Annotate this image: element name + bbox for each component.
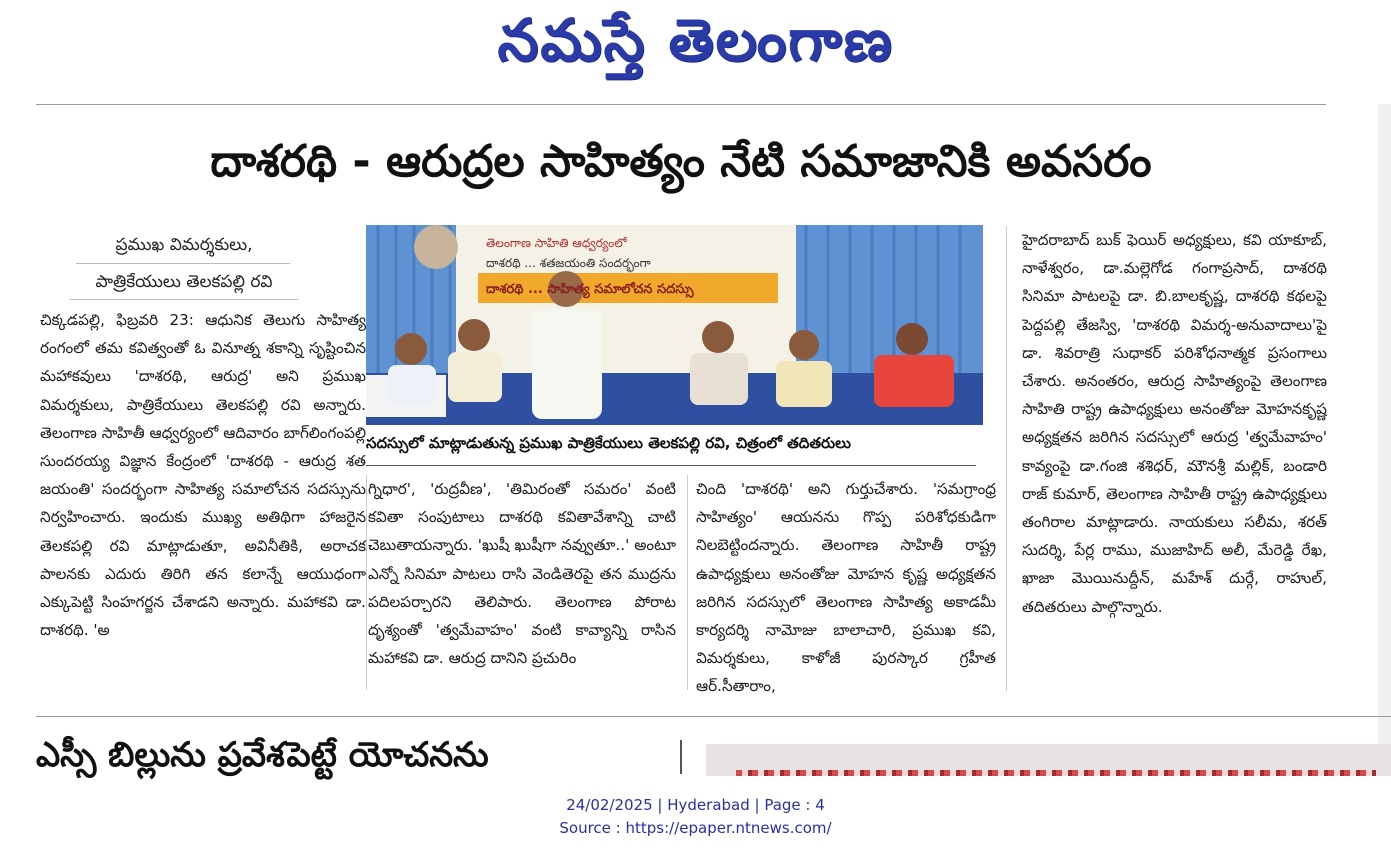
next-article-separator [680, 740, 682, 774]
footer-source[interactable]: Source : https://epaper.ntnews.com/ [559, 819, 832, 837]
column-separator-1 [366, 475, 367, 690]
bottom-divider [36, 716, 1391, 717]
photo-banner-line-2: దాశరథి ... శతజయంతి సందర్భంగా [486, 256, 651, 270]
byline-underline [70, 299, 298, 300]
event-photo [366, 225, 983, 425]
article-column-3: చింది 'దాశరథి' అని గుర్తుచేశారు. 'సమగ్రాంధ్ర సాహిత్యం' ఆయనను గొప్ప పరిశోధకుడిగా నిలబెట్టిందన్నారు. తెలంగాణ సాహితీ రాష్ట్ర ఉపాధ్యక్షులు అనంతోజు మోహన కృష్ణ అధ్యక్షతన జరిగిన సదస్సులో తెలంగాణ సాహిత్య అకాడమీ కార్యదర్శి నామోజు బాలాచారి, ప్రముఖ కవి, విమర్శకులు, కాళోజీ పురస్కార గ్రహీత ఆర్.సీతారాం, [696, 480, 996, 695]
article-column-1: చిక్కడపల్లి, ఫిబ్రవరి 23: ఆధునిక తెలుగు సాహిత్య రంగంలో తమ కవిత్వంతో ఓ వినూత్న శకాన్ని సృష్టించిన మహాకవులు 'దాశరథి, ఆరుద్ర' అని ప్రముఖ విమర్శకులు, పాత్రికేయులు తెలకపల్లి రవి అన్నారు. తెలంగాణ సాహితీ ఆధ్వర్యంలో ఆదివారం బాగ్‌లింగంపల్లి సుందరయ్య విజ్ఞాన కేంద్రంలో 'దాశరథి - ఆరుద్ర శత జయంతి' సందర్భంగా సాహిత్య సమాలోచన సదస్సును నిర్వహించారు. ఇందుకు ముఖ్య అతిథిగా హాజరైన తెలకపల్లి రవి మాట్లాడుతూ, అవినీతికి, అరాచక పాలనకు ఎదురు తిరిగి తన కలాన్నే ఆయుధంగా ఎక్కుపెట్టి సింహగర్జన చేశాడని అన్నారు. మహాకవి డా. దాశరథి. 'అ [40, 311, 366, 640]
byline-divider [76, 263, 290, 264]
column-separator-2 [687, 475, 688, 690]
masthead-title: నమస్తే తెలంగాణ [497, 6, 894, 74]
caption-underline [366, 465, 976, 466]
article-column-2: గ్నిధార', 'రుద్రవీణ', 'తిమిరంతో సమరం' వంటి కవితా సంపుటాలు దాశరథి కవితావేశాన్ని చాటి చెబుతాయన్నారు. 'ఖుషీ ఖుషీగా నవ్వుతూ..' అంటూ ఎన్నో సినిమా పాటలు రాసి వెండితెరపై తన ముద్రను పదిలపర్చారని తెలిపారు. తెలంగాణ పోరాట దృశ్యంతో 'త్వమేవాహం' వంటి కావ్యాన్ని రాసిన మహాకవి డా. ఆరుద్ర దానిని ప్రచురిం [368, 480, 676, 668]
byline-line-1: ప్రముఖ విమర్శకులు, [115, 235, 253, 255]
article-headline: దాశరథి - ఆరుద్రల సాహిత్యం నేటి సమాజానికి అవసరం [210, 136, 1152, 187]
top-divider [36, 104, 1326, 105]
byline-line-2: పాత్రికేయులు తెలకపల్లి రవి [95, 272, 273, 292]
event-photo-illustration [366, 225, 983, 425]
photo-caption: సదస్సులో మాట్లాడుతున్న ప్రముఖ పాత్రికేయులు తెలకపల్లి రవి, చిత్రంలో తదితరులు [366, 434, 851, 452]
photo-banner-line-3: దాశరథి ... సాహిత్య సమాలోచన సదస్సు [486, 282, 694, 297]
photo-banner-line-1: తెలంగాణ సాహితి ఆధ్వర్యంలో [486, 236, 627, 250]
column-separator-3 [1006, 226, 1007, 691]
article-column-4: హైదరాబాద్ బుక్ ఫెయిర్ అధ్యక్షులు, కవి యాకూబ్, నాళేశ్వరం, డా.మల్లెగోడ గంగాప్రసాద్, దాశరథి సినిమా పాటలపై డా. బి.బాలకృష్ణ, దాశరథి కథలపై పెద్దపల్లి తేజస్వి, 'దాశరథి విమర్శ-అనువాదాలు'పై డా. శివరాత్రి సుధాకర్ పరిశోధనాత్మక ప్రసంగాలు చేశారు. అనంతరం, ఆరుద్ర సాహిత్యంపై తెలంగాణ సాహితి రాష్ట్ర ఉపాధ్యక్షులు అనంతోజు మోహనకృష్ణ అధ్యక్షతన జరిగిన సదస్సులో ఆరుద్ర 'త్వమేవాహం' కావ్యంపై డా.గంజి శశిధర్, మౌనశ్రీ మల్లిక్, బండారి రాజ్ కుమార్, తెలంగాణ సాహితీ రాష్ట్ర ఉపాధ్యక్షులు తంగిరాల మాట్లాడారు. నాయకులు సలీమ, శరత్ సుదర్శి, పేర్ల రాము, ముజాహిద్ అలీ, మేరెడ్డి రేఖ, ఖాజా మొయినుద్దీన్, మహేశ్ దుర్గే, రాహుల్, తదితరులు పాల్గొన్నారు. [1022, 231, 1327, 616]
footer-date-edition: 24/02/2025 | Hyderabad | Page : 4 [566, 796, 825, 814]
next-article-photo-strip [706, 744, 1391, 776]
right-edge-shadow [1378, 104, 1391, 774]
next-article-photo-crowd [736, 770, 1376, 776]
next-article-headline: ఎస్సీ బిల్లును ప్రవేశపెట్టే యోచనను [36, 735, 489, 775]
